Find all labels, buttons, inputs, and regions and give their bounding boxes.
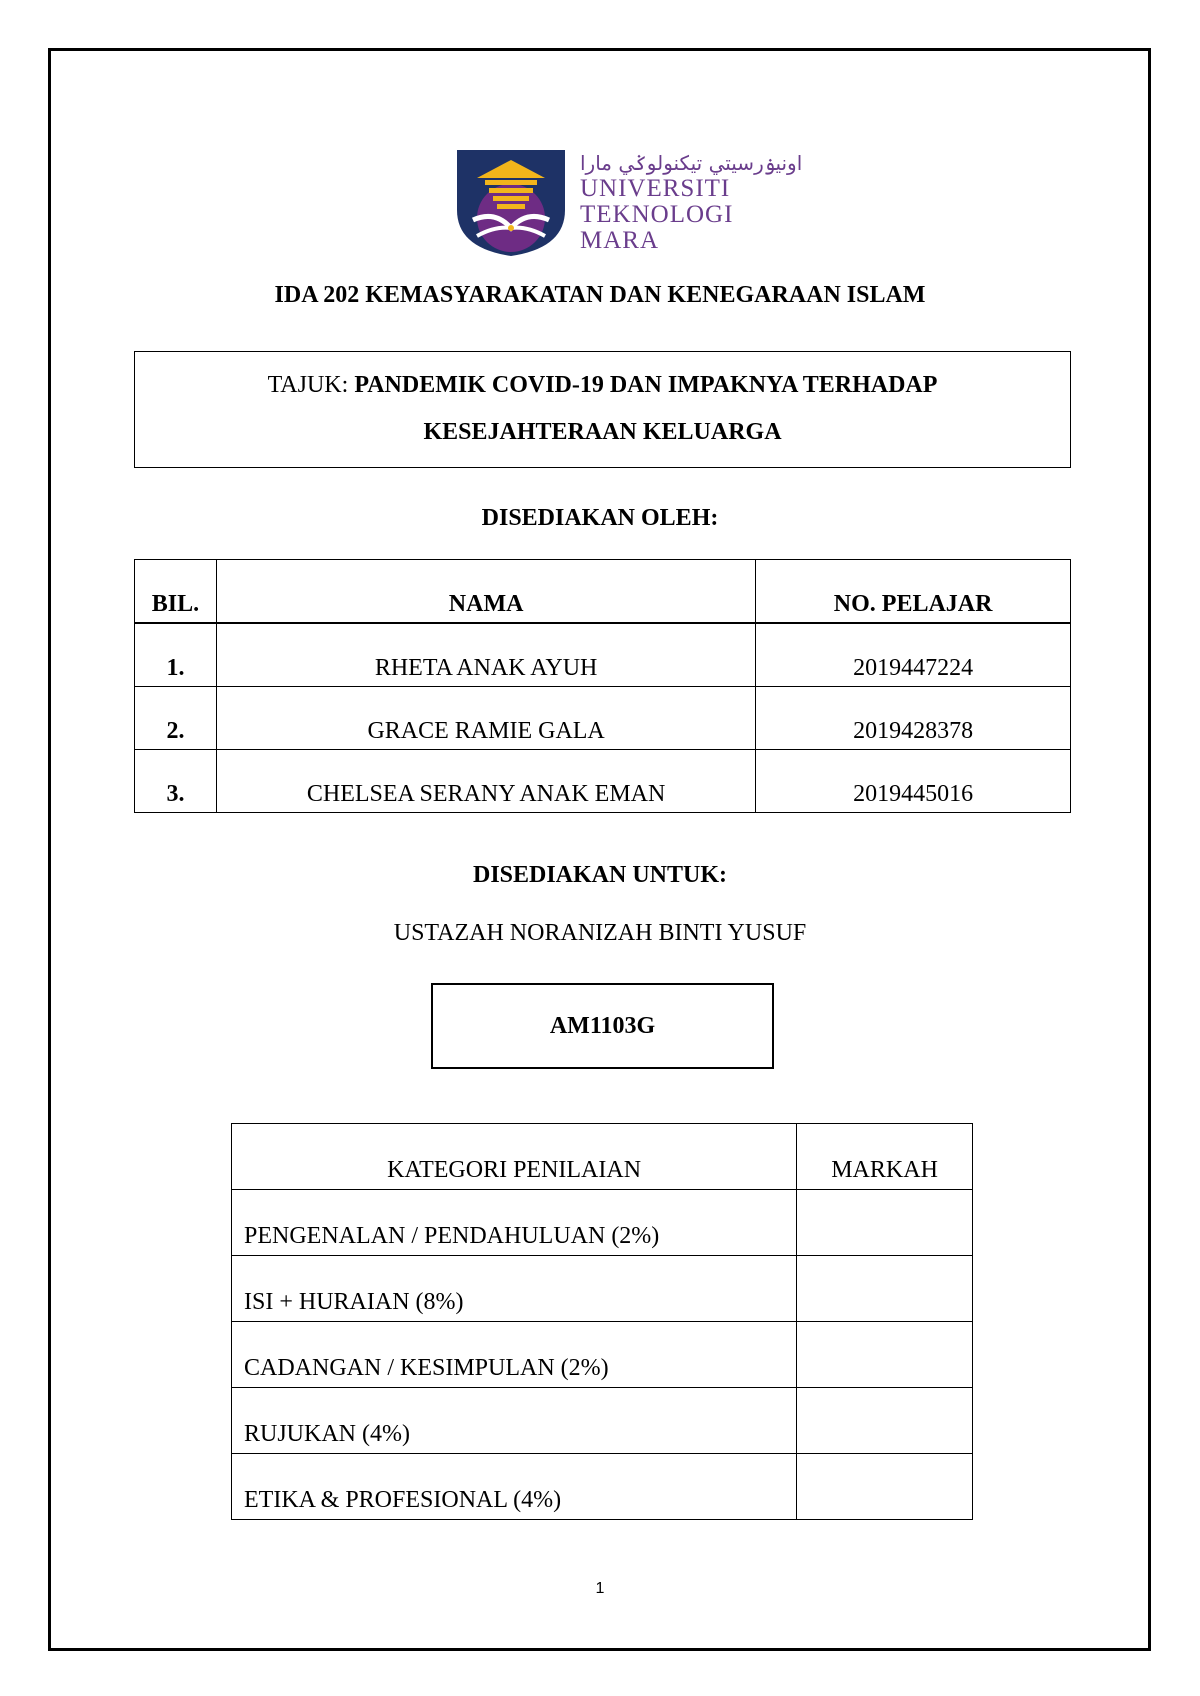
svg-text:MARA: MARA xyxy=(580,227,660,254)
title-line-2 xyxy=(135,409,1070,456)
uitm-crest-icon xyxy=(455,148,803,258)
svg-text:TEKNOLOGI: TEKNOLOGI xyxy=(580,201,734,228)
uitm-logo xyxy=(455,148,803,258)
title-line-1 xyxy=(135,362,1070,409)
group-code-box: AM1103G xyxy=(431,983,774,1069)
mark-cell xyxy=(797,1256,973,1322)
title-text-2: KESEJAHTERAAN KELUARGA xyxy=(423,419,782,445)
table-row xyxy=(232,1454,973,1520)
mark-cell xyxy=(797,1190,973,1256)
student-id: 2019447224 xyxy=(756,623,1071,687)
page-number: 1 xyxy=(595,1580,605,1597)
mark-cell xyxy=(797,1388,973,1454)
row-number: 2. xyxy=(135,687,217,750)
category-cell: ISI + HURAIAN (8%) xyxy=(232,1256,797,1322)
category-cell: CADANGAN / KESIMPULAN (2%) xyxy=(232,1322,797,1388)
header-markah: MARKAH xyxy=(797,1124,973,1190)
mark-cell xyxy=(797,1454,973,1520)
mark-cell xyxy=(797,1322,973,1388)
category-cell: PENGENALAN / PENDAHULUAN (2%) xyxy=(232,1190,797,1256)
assessment-table xyxy=(231,1123,973,1520)
category-cell: ETIKA & PROFESIONAL (4%) xyxy=(232,1454,797,1520)
svg-text:UNIVERSITI: UNIVERSITI xyxy=(580,175,731,202)
category-cell: RUJUKAN (4%) xyxy=(232,1388,797,1454)
student-id: 2019428378 xyxy=(756,687,1071,750)
prepared-for-label: DISEDIAKAN UNTUK: xyxy=(472,862,728,888)
student-name: CHELSEA SERANY ANAK EMAN xyxy=(216,750,755,813)
table-row xyxy=(135,750,1071,813)
svg-text:اونيۏرسيتي تيكنولوݢي مارا: اونيۏرسيتي تيكنولوݢي مارا xyxy=(580,151,803,175)
header-no-pelajar: NO. PELAJAR xyxy=(756,560,1071,624)
table-row xyxy=(135,623,1071,687)
students-table xyxy=(134,559,1071,813)
table-row xyxy=(232,1322,973,1388)
header-bil: BIL. xyxy=(135,560,217,624)
prepared-by-label: DISEDIAKAN OLEH: xyxy=(481,505,719,531)
table-header-row xyxy=(135,560,1071,624)
table-row xyxy=(232,1190,973,1256)
student-id: 2019445016 xyxy=(756,750,1071,813)
header-nama: NAMA xyxy=(216,560,755,624)
table-row xyxy=(232,1256,973,1322)
lecturer-name: USTAZAH NORANIZAH BINTI YUSUF xyxy=(393,920,807,946)
title-box xyxy=(134,351,1071,468)
title-text: PANDEMIK COVID-19 DAN IMPAKNYA TERHADAP xyxy=(354,372,938,398)
student-name: RHETA ANAK AYUH xyxy=(216,623,755,687)
title-prefix: TAJUK: xyxy=(267,372,355,398)
student-name: GRACE RAMIE GALA xyxy=(216,687,755,750)
course-title: IDA 202 KEMASYARAKATAN DAN KENEGARAAN ISLAM xyxy=(274,282,926,308)
row-number: 3. xyxy=(135,750,217,813)
table-row xyxy=(135,687,1071,750)
header-kategori: KATEGORI PENILAIAN xyxy=(232,1124,797,1190)
row-number: 1. xyxy=(135,623,217,687)
table-row xyxy=(232,1388,973,1454)
table-header-row xyxy=(232,1124,973,1190)
